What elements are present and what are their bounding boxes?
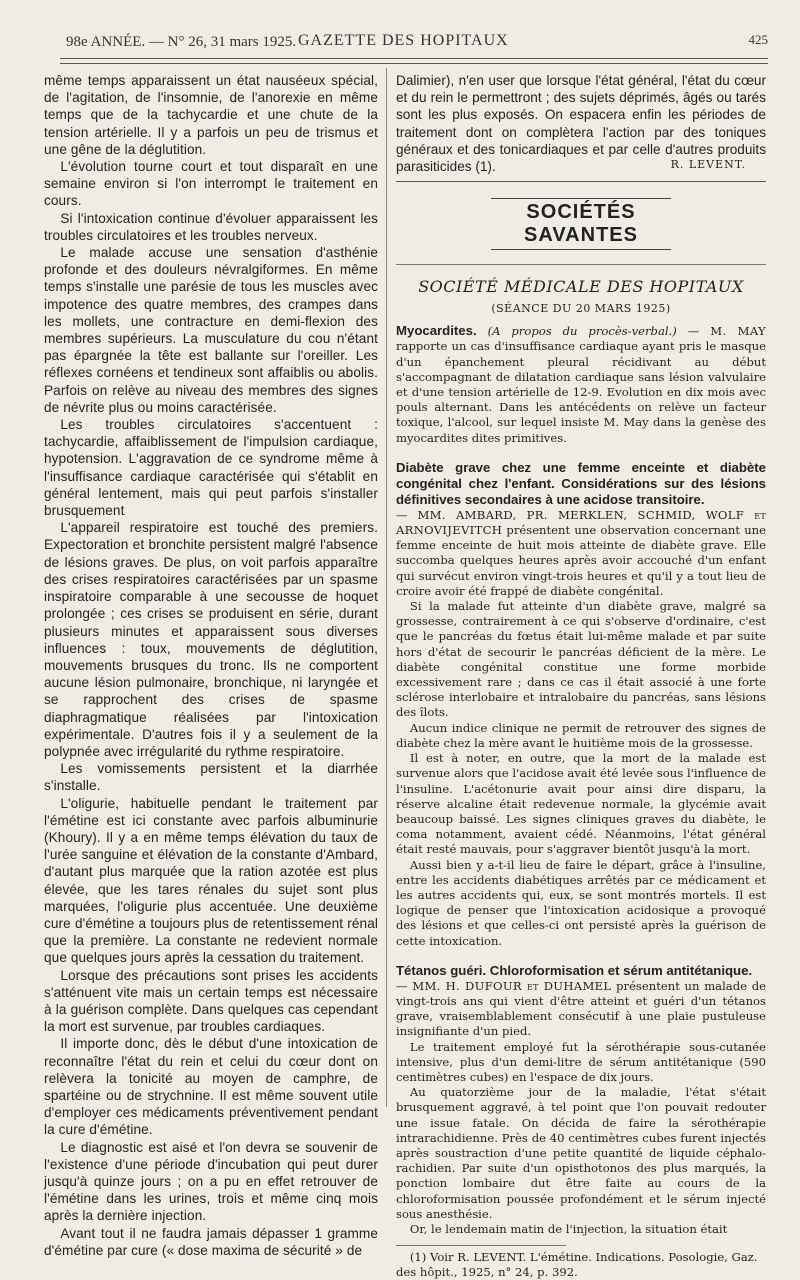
paragraph: Avant tout il ne faudra jamais dépasser 1 gramme d'émétine par cure (« dose maxima de sécurité » de	[44, 1225, 378, 1258]
paragraph: Les vomissements persistent et la diarrhée s'installe.	[44, 761, 378, 794]
section-rule	[396, 181, 766, 182]
paragraph: Le traitement employé fut la sérothérapie sous-cutanée intensive, plus d'un demi-litre de sérum antitétanique (590 centimètres cubes) en l'espace de dix jours.	[396, 1039, 766, 1084]
society-name: SOCIÉTÉ MÉDICALE DES HOPITAUX	[418, 277, 744, 297]
author-signature: R. LEVENT.	[670, 158, 746, 172]
paragraph: Les troubles circulatoires s'accentuent : tachycardie, affaiblissement de l'impulsion cardiaque, hypotension. L'aggravation de ce syndrome même à l'insuffisance cardiaque caractérisée qui s'établit en général lentement, mais qui peut parfois s'installer brusquement	[44, 417, 378, 519]
header-page-number: 425	[748, 32, 768, 47]
article-subtitle: (A propos du procès-verbal.)	[487, 324, 677, 339]
session-date: (SÉANCE DU 20 MARS 1925)	[491, 302, 671, 316]
article-diabete: Diabète grave chez une femme enceinte et diabète congénital chez l'enfant. Considérations sur des lésions définitives secondaires à une acidose transitoire. — MM. AMBARD, PR. MERKLEN, SCHMID, WOLF et ARNOVIJEVITCH présentent une observation concernant une femme enceinte de huit mois atteinte de diabète grave. Elle succomba quelques heures après avoir accouché d'un enfant qui survécut environ vingt-trois heures et qu'il y a tout lieu de croire avoir été frappé de diabète congénital.	[396, 459, 767, 598]
article-authors: MM. H. DUFOUR et DUHAMEL	[412, 978, 612, 993]
paragraph: Or, le lendemain matin de l'injection, la situation était	[409, 1221, 728, 1236]
article-conclusion: Dalimier), n'en user que lorsque l'état général, l'état du cœur et du rein le permettront ; des sujets déprimés, âgés ou tarés sont les plus exposés. On espacera enfin les périodes de traitement dont on complètera l'action par des toniques généraux et des tonicardiaques et par celle d'autres produits parasiticides (1).	[396, 73, 766, 175]
paragraph: Il importe donc, dès le début d'une intoxication de reconnaître l'état du rein et celui du cœur dont on relèvera la tonicité au moyen de camphre, de spartéine ou de strychnine. Il est même souvent utile d'employer ces médicaments préventivement pendant la cure d'émétine.	[44, 1036, 378, 1138]
paragraph: même temps apparaissent un état nauséeux spécial, de l'agitation, de l'insomnie, de l'anorexie en même temps que de la tachycardie et une chute de la tension artérielle. Il y a parfois un peu de trismus et une gêne de la déglutition.	[44, 73, 378, 157]
article-body: présentent un malade de vingt-trois ans qui vient d'être atteint et guéri d'un tétanos grave, vraisemblablement consécutif à une plaie pustuleuse insignifiante d'un pied.	[396, 978, 766, 1039]
left-column	[44, 72, 378, 1259]
paragraph: Au quatorzième jour de la maladie, l'état s'était brusquement aggravé, à tel point que l'on pouvait redouter une issue fatale. On décida de faire la sérothérapie intrarachidienne. Près de 40 centimètres cubes furent injectés après soustraction d'une petite quantité de liquide céphalo-rachidien. Par suite d'un opisthotonos des plus marqués, la ponction lombaire dut être faite au cours de la chloroformisation poussée profondément et le sérum injecté sous anesthésie.	[396, 1085, 766, 1221]
article-author: M. MAY	[710, 324, 766, 339]
right-column	[396, 72, 766, 1280]
paragraph: Le diagnostic est aisé et l'on devra se souvenir de l'existence d'une période d'incubation qui peut durer jusqu'à quinze jours ; on a pu en effet retrouver de l'émétine dans les urines, trois et même cinq mois après la dernière injection.	[44, 1139, 378, 1224]
paragraph: Lorsque des précautions sont prises les accidents s'atténuent vite mais un certain temps est nécessaire à la guérison complète. Dans quelques cas cependant la mort est survenue, par troubles cardiaques.	[44, 967, 378, 1035]
paragraph: Il est à noter, en outre, que la mort de la malade est survenue alors que l'acidose avait été levée sous l'influence de l'insuline. L'acétonurie avait pour ainsi dire disparu, la réserve alcaline était redevenue normale, la glycémie avait beaucoup baissé. Les signes cliniques graves du diabète, le coma notamment, avaient cédé. Néanmoins, l'état général était resté mauvais, pour s'aggraver bientôt jusqu'à la mort.	[396, 751, 766, 857]
paragraph: Si la malade fut atteinte d'un diabète grave, malgré sa grossesse, contrairement à ce qui s'observe d'ordinaire, c'est que le pancréas du fœtus était lui-même malade et par suite hors d'état de secourir le pancréas déficient de la mère. Le diabète congénital constitue une forme morbide excessivement rare ; dans ce cas il était associé à une forte sclérose interlobaire et intralobaire du pancréas, sans lésions des îlots.	[396, 599, 766, 720]
section-title: SOCIÉTÉS SAVANTES	[491, 198, 671, 250]
article-body: rapporte un cas d'insuffisance cardiaque ayant pris le masque d'un épanchement pleural récidivant au début s'accompagnant de dilatation cardiaque sans lésion valvulaire et d'une tension artérielle de 12-9. Evolution en dix mois avec pouls alternant. Dans les antécédents on relève un facteur toxique, l'alcool, sur lequel insiste M. May dans la genèse des myocardites dites primitives.	[396, 339, 766, 445]
paragraph: Aussi bien y a-t-il lieu de faire le départ, grâce à l'insuline, entre les accidents diabétiques arrêtés par ce médicament et les autres accidents qui, eux, se sont montrés mortels. Il est logique de penser que l'intoxication acidosique a provoqué des lésions et que celles-ci ont persisté après la guérison de cette intoxication.	[396, 857, 766, 948]
article-title: Myocardites.	[396, 323, 477, 339]
page-header	[38, 30, 768, 56]
paragraph: L'oligurie, habituelle pendant le traitement par l'émétine est ici constante avec parfois albuminurie (Khoury). Il y a en même temps élévation du taux de l'urée sanguine et élévation de la constante d'Ambard, d'autant plus marquée que la ration azotée est plus élevée, que les tares rénales du sujet sont plus marquées, l'oligurie plus accentuée. Une deuxième cure d'émétine a toujours plus de retentissement rénal que la première. La constante ne redevient normale que quelques jours après la cessation du traitement.	[44, 795, 378, 966]
paragraph: Le malade accuse une sensation d'asthénie profonde et des douleurs névralgiformes. En même temps s'installe une parésie de tous les muscles avec impotence des quatre membres, des crampes dans les mollets, une contracture en demi-flexion des membres supérieurs. La musculature du cou n'étant pas épargnée la tête est ballante sur l'oreiller. Les réflexes cornéens et tendineux sont affaiblis ou abolis. Parfois on relève au niveau des membres des signes de névrite plus ou moins caractérisée.	[44, 245, 378, 415]
article-body: présentent une observation concernant une femme enceinte de huit mois atteinte de diabète grave. Elle succomba quelques heures après avoir accouché d'un enfant qui survécut environ vingt-trois heures et qu'il y a tout lieu de croire avoir été frappé de diabète congénital.	[396, 523, 767, 598]
section-rule	[396, 264, 766, 265]
article-tetanos: Tétanos guéri. Chloroformisation et sérum antitétanique. — MM. H. DUFOUR et DUHAMEL présentent un malade de vingt-trois ans qui vient d'être atteint et guéri d'un tétanos grave, vraisemblablement consécutif à une plaie pustuleuse insignifiante d'un pied.	[396, 962, 766, 1039]
article-title: Tétanos guéri. Chloroformisation et sérum antitétanique.	[396, 962, 753, 978]
paragraph: L'appareil respiratoire est touché des premiers. Expectoration et bronchite persistent malgré l'absence de lésions graves. De plus, on voit parfois apparaître des crises respiratoires caractérisées par un spasme inspiratoire comparable à une secousse de hoquet prolongée ; ces crises se produisent en série, durant plusieurs minutes et apparaissent sous diverses influences : toux, mouvements de déglutition, mouvements brusques du tronc. Ils ne comportent aucune lésion pulmonaire, bronchique, ni laryngée et se rapprochent des crises de spasme diaphragmatique réalisées par l'intoxication expérimentale. D'autres fois il y a seulement de la polypnée avec irrégularité du rythme respiratoire.	[44, 520, 378, 759]
header-rule	[60, 58, 768, 64]
article-title: Diabète grave chez une femme enceinte et diabète congénital chez l'enfant. Considérations sur des lésions définitives secondaires à une acidose transitoire.	[396, 459, 766, 507]
footnote-rule	[396, 1245, 566, 1246]
header-journal-title: GAZETTE DES HOPITAUX	[298, 32, 509, 49]
article-myocardites: Myocardites. (A propos du procès-verbal.) — M. MAY rapporte un cas d'insuffisance cardiaque ayant pris le masque d'un épanchement pleural récidivant au début s'accompagnant de dilatation cardiaque sans lésion valvulaire et d'une tension artérielle de 12-9. Evolution en dix mois avec pouls alternant. Dans les antécédents on relève un facteur toxique, l'alcool, sur lequel insiste M. May dans la genèse des myocardites dites primitives.	[396, 323, 766, 445]
header-issue: 98e ANNÉE. — N° 26, 31 mars 1925.	[66, 34, 297, 50]
paragraph: Si l'intoxication continue d'évoluer apparaissent les troubles circulatoires et les troubles nerveux.	[44, 210, 378, 243]
paragraph: Aucun indice clinique ne permit de retrouver des signes de diabète chez la mère avant le huitième mois de la grossesse.	[396, 720, 766, 750]
column-divider	[386, 68, 387, 1107]
article-authors: MM. AMBARD, PR. MERKLEN, SCHMID, WOLF et ARNOVIJEVITCH	[396, 507, 766, 538]
footnote: (1) Voir R. LEVENT. L'émétine. Indications. Posologie, Gaz. des hôpit., 1925, n° 24, p. 392.	[396, 1250, 758, 1280]
paragraph: L'évolution tourne court et tout disparaît en une semaine environ si l'on interrompt le traitement en cours.	[44, 159, 378, 209]
